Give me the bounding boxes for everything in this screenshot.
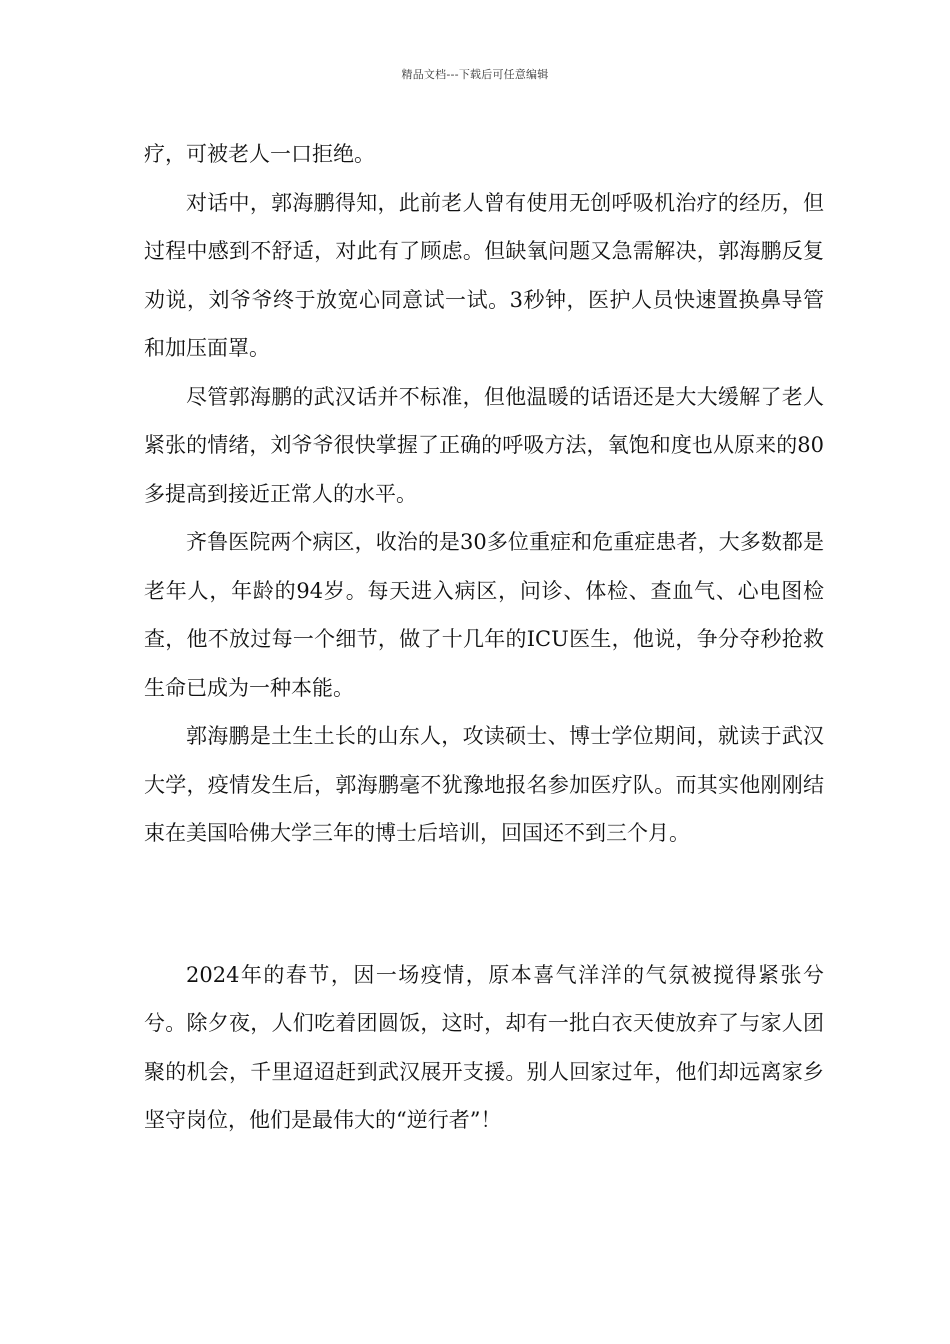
page-header: 精品文档---下载后可任意编辑 [401,68,549,81]
paragraph-continuation: 疗，可被老人一口拒绝。 [144,142,375,166]
paragraph-dialect: 尽管郭海鹏的武汉话并不标准，但他温暖的话语还是大大缓解了老人紧张的情绪，刘爷爷很快掌握了正确的呼吸方法，氧饱和度也从原来的80多提高到接近正常人的水平。 [144,384,824,506]
paragraph-hospital: 齐鲁医院两个病区，收治的是30多位重症和危重症患者，大多数都是老年人，年龄的94岁。每天进入病区，问诊、体检、查血气、心电图检查，他不放过每一个细节，做了十几年的ICU医生，他说，争分夺秒抢救生命已成为一种本能。 [144,530,824,700]
paragraph-dialogue: 对话中，郭海鹏得知，此前老人曾有使用无创呼吸机治疗的经历，但过程中感到不舒适，对此有了顾虑。但缺氧问题又急需解决，郭海鹏反复劝说，刘爷爷终于放宽心同意试一试。3秒钟，医护人员快速置换鼻导管和加压面罩。 [144,190,824,360]
paragraph-spring-festival: 2024年的春节，因一场疫情，原本喜气洋洋的气氛被搅得紧张兮兮。除夕夜，人们吃着团圆饭，这时，却有一批白衣天使放弃了与家人团聚的机会，千里迢迢赶到武汉展开支援。别人回家过年，他们却远离家乡坚守岗位，他们是最伟大的“逆行者”！ [144,962,824,1132]
section-gap [144,858,824,951]
document-body [144,130,824,1145]
paragraph-background: 郭海鹏是土生土长的山东人，攻读硕士、博士学位期间，就读于武汉大学，疫情发生后，郭海鹏毫不犹豫地报名参加医疗队。而其实他刚刚结束在美国哈佛大学三年的博士后培训，回国还不到三个月。 [144,724,824,845]
